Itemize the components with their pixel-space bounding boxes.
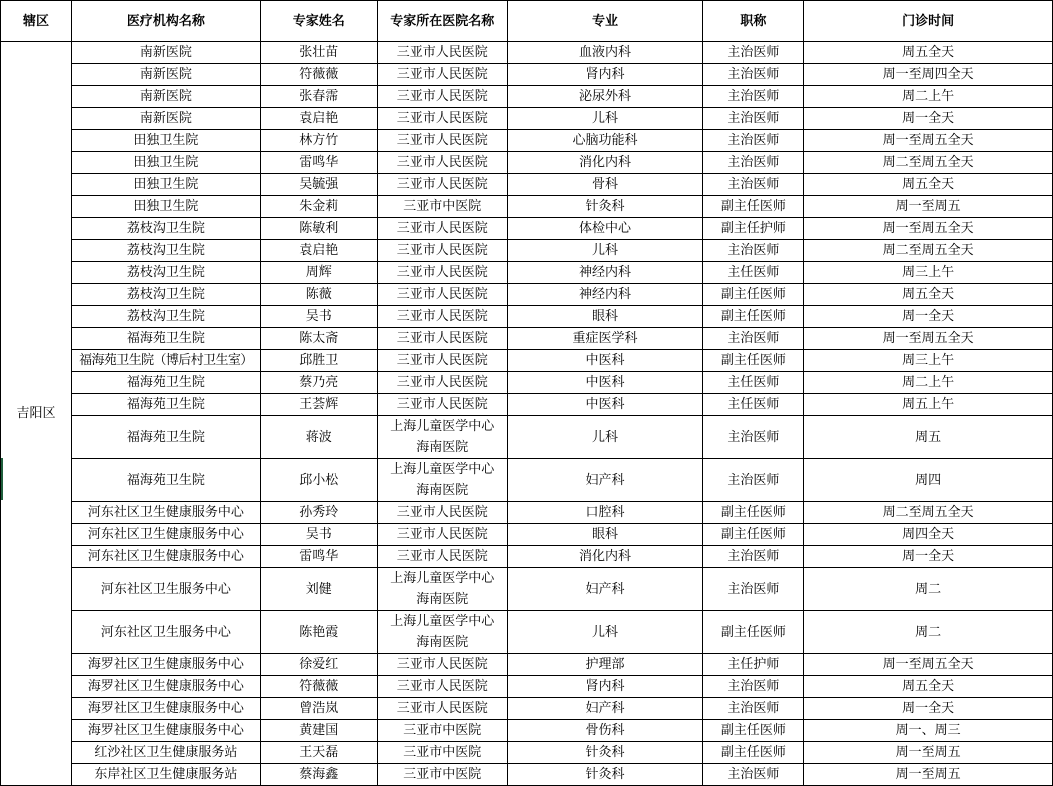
expert-name-cell: 王荟辉 bbox=[260, 394, 377, 416]
hospital-cell: 三亚市人民医院 bbox=[377, 546, 507, 568]
expert-name-cell: 张春霈 bbox=[260, 86, 377, 108]
table-row bbox=[1, 306, 1053, 328]
org-cell: 河东社区卫生健康服务中心 bbox=[71, 524, 260, 546]
clinic-time-cell: 周四全天 bbox=[804, 524, 1053, 546]
specialty-cell: 消化内科 bbox=[507, 152, 703, 174]
title-cell: 主治医师 bbox=[703, 174, 804, 196]
table-row bbox=[1, 546, 1053, 568]
clinic-time-cell: 周一至周五全天 bbox=[804, 130, 1053, 152]
hospital-cell: 三亚市人民医院 bbox=[377, 306, 507, 328]
table-row bbox=[1, 742, 1053, 764]
table-row bbox=[1, 174, 1053, 196]
expert-name-cell: 刘健 bbox=[260, 568, 377, 611]
clinic-time-cell: 周二至周五全天 bbox=[804, 240, 1053, 262]
clinic-time-cell: 周三上午 bbox=[804, 262, 1053, 284]
title-cell: 主治医师 bbox=[703, 86, 804, 108]
clinic-time-cell: 周一至周五 bbox=[804, 764, 1053, 786]
specialty-cell: 中医科 bbox=[507, 372, 703, 394]
title-cell: 副主任医师 bbox=[703, 524, 804, 546]
org-cell: 海罗社区卫生健康服务中心 bbox=[71, 720, 260, 742]
title-cell: 主任医师 bbox=[703, 372, 804, 394]
expert-name-cell: 陈艳霞 bbox=[260, 611, 377, 654]
table-row bbox=[1, 524, 1053, 546]
clinic-time-cell: 周二上午 bbox=[804, 372, 1053, 394]
hospital-line-1: 上海儿童医学中心 bbox=[390, 419, 495, 434]
table-row bbox=[1, 459, 1053, 502]
specialty-cell: 眼科 bbox=[507, 524, 703, 546]
title-cell: 主治医师 bbox=[703, 152, 804, 174]
expert-name-cell: 袁启艳 bbox=[260, 240, 377, 262]
title-cell: 副主任医师 bbox=[703, 502, 804, 524]
specialty-cell: 肾内科 bbox=[507, 676, 703, 698]
hospital-cell: 三亚市中医院 bbox=[377, 742, 507, 764]
title-cell: 副主任医师 bbox=[703, 350, 804, 372]
specialty-cell: 体检中心 bbox=[507, 218, 703, 240]
table-row bbox=[1, 130, 1053, 152]
header-row bbox=[1, 1, 1053, 42]
expert-name-cell: 徐爱红 bbox=[260, 654, 377, 676]
hospital-cell: 三亚市人民医院 bbox=[377, 64, 507, 86]
hospital-cell: 三亚市人民医院 bbox=[377, 86, 507, 108]
expert-name-cell: 符薇薇 bbox=[260, 676, 377, 698]
hospital-cell: 三亚市中医院 bbox=[377, 196, 507, 218]
clinic-time-cell: 周五全天 bbox=[804, 676, 1053, 698]
specialty-cell: 针灸科 bbox=[507, 764, 703, 786]
table-row bbox=[1, 394, 1053, 416]
org-cell: 荔枝沟卫生院 bbox=[71, 240, 260, 262]
title-cell: 主治医师 bbox=[703, 240, 804, 262]
title-cell: 主治医师 bbox=[703, 764, 804, 786]
org-cell: 荔枝沟卫生院 bbox=[71, 306, 260, 328]
table-row bbox=[1, 350, 1053, 372]
title-cell: 主治医师 bbox=[703, 416, 804, 459]
clinic-time-cell: 周一至周五全天 bbox=[804, 654, 1053, 676]
hospital-line-1: 上海儿童医学中心 bbox=[390, 571, 495, 586]
header-clinic-time: 门诊时间 bbox=[804, 1, 1053, 42]
specialty-cell: 血液内科 bbox=[507, 42, 703, 64]
org-cell: 福海苑卫生院 bbox=[71, 328, 260, 350]
specialty-cell: 儿科 bbox=[507, 416, 703, 459]
header-district: 辖区 bbox=[1, 1, 72, 42]
hospital-cell: 三亚市人民医院 bbox=[377, 42, 507, 64]
hospital-cell: 三亚市人民医院 bbox=[377, 262, 507, 284]
clinic-time-cell: 周一、周三 bbox=[804, 720, 1053, 742]
expert-name-cell: 陈太斋 bbox=[260, 328, 377, 350]
table-row bbox=[1, 372, 1053, 394]
clinic-time-cell: 周五上午 bbox=[804, 394, 1053, 416]
expert-name-cell: 袁启艳 bbox=[260, 108, 377, 130]
title-cell: 副主任医师 bbox=[703, 742, 804, 764]
specialty-cell: 口腔科 bbox=[507, 502, 703, 524]
table-row bbox=[1, 764, 1053, 786]
expert-name-cell: 吴书 bbox=[260, 306, 377, 328]
hospital-cell: 三亚市人民医院 bbox=[377, 372, 507, 394]
org-cell: 荔枝沟卫生院 bbox=[71, 284, 260, 306]
title-cell: 副主任医师 bbox=[703, 306, 804, 328]
title-cell: 主治医师 bbox=[703, 130, 804, 152]
expert-name-cell: 曾浩岚 bbox=[260, 698, 377, 720]
org-cell: 河东社区卫生健康服务中心 bbox=[71, 502, 260, 524]
title-cell: 主任医师 bbox=[703, 394, 804, 416]
hospital-cell: 三亚市人民医院 bbox=[377, 524, 507, 546]
header-expert-name: 专家姓名 bbox=[260, 1, 377, 42]
hospital-cell: 三亚市人民医院 bbox=[377, 284, 507, 306]
specialty-cell: 眼科 bbox=[507, 306, 703, 328]
header-hospital: 专家所在医院名称 bbox=[377, 1, 507, 42]
specialty-cell: 护理部 bbox=[507, 654, 703, 676]
specialty-cell: 神经内科 bbox=[507, 262, 703, 284]
table-body bbox=[1, 42, 1053, 786]
clinic-time-cell: 周五全天 bbox=[804, 42, 1053, 64]
expert-name-cell: 蒋波 bbox=[260, 416, 377, 459]
clinic-time-cell: 周五全天 bbox=[804, 284, 1053, 306]
org-cell: 红沙社区卫生健康服务站 bbox=[71, 742, 260, 764]
table-row bbox=[1, 152, 1053, 174]
expert-name-cell: 邱胜卫 bbox=[260, 350, 377, 372]
specialty-cell: 妇产科 bbox=[507, 698, 703, 720]
hospital-cell bbox=[377, 416, 507, 459]
hospital-cell: 三亚市人民医院 bbox=[377, 152, 507, 174]
clinic-time-cell: 周一全天 bbox=[804, 306, 1053, 328]
table-row bbox=[1, 611, 1053, 654]
expert-name-cell: 雷鸣华 bbox=[260, 546, 377, 568]
expert-name-cell: 陈薇 bbox=[260, 284, 377, 306]
hospital-cell: 三亚市人民医院 bbox=[377, 698, 507, 720]
specialty-cell: 重症医学科 bbox=[507, 328, 703, 350]
org-cell: 南新医院 bbox=[71, 108, 260, 130]
title-cell: 主治医师 bbox=[703, 328, 804, 350]
org-cell: 河东社区卫生服务中心 bbox=[71, 568, 260, 611]
org-cell: 荔枝沟卫生院 bbox=[71, 218, 260, 240]
table-row bbox=[1, 108, 1053, 130]
table-row bbox=[1, 262, 1053, 284]
title-cell: 主治医师 bbox=[703, 546, 804, 568]
clinic-time-cell: 周三上午 bbox=[804, 350, 1053, 372]
hospital-cell: 三亚市人民医院 bbox=[377, 328, 507, 350]
specialty-cell: 心脑功能科 bbox=[507, 130, 703, 152]
expert-name-cell: 林方竹 bbox=[260, 130, 377, 152]
hospital-line-1: 上海儿童医学中心 bbox=[390, 462, 495, 477]
clinic-time-cell: 周二上午 bbox=[804, 86, 1053, 108]
org-cell: 福海苑卫生院 bbox=[71, 416, 260, 459]
hospital-line-2: 海南医院 bbox=[416, 483, 469, 498]
title-cell: 主治医师 bbox=[703, 64, 804, 86]
expert-name-cell: 张壮苗 bbox=[260, 42, 377, 64]
expert-name-cell: 吴书 bbox=[260, 524, 377, 546]
hospital-cell: 三亚市人民医院 bbox=[377, 502, 507, 524]
org-cell: 海罗社区卫生健康服务中心 bbox=[71, 698, 260, 720]
expert-name-cell: 周辉 bbox=[260, 262, 377, 284]
org-cell: 福海苑卫生院 bbox=[71, 459, 260, 502]
hospital-cell: 三亚市人民医院 bbox=[377, 130, 507, 152]
table-row bbox=[1, 698, 1053, 720]
hospital-cell bbox=[377, 459, 507, 502]
hospital-cell: 三亚市人民医院 bbox=[377, 174, 507, 196]
specialty-cell: 儿科 bbox=[507, 240, 703, 262]
org-cell: 田独卫生院 bbox=[71, 174, 260, 196]
org-cell: 田独卫生院 bbox=[71, 152, 260, 174]
clinic-time-cell: 周四 bbox=[804, 459, 1053, 502]
title-cell: 主任医师 bbox=[703, 262, 804, 284]
hospital-cell: 三亚市人民医院 bbox=[377, 108, 507, 130]
expert-name-cell: 孙秀玲 bbox=[260, 502, 377, 524]
clinic-time-cell: 周一至周五 bbox=[804, 742, 1053, 764]
hospital-cell: 三亚市人民医院 bbox=[377, 218, 507, 240]
clinic-time-cell: 周五 bbox=[804, 416, 1053, 459]
org-cell: 南新医院 bbox=[71, 64, 260, 86]
org-cell: 海罗社区卫生健康服务中心 bbox=[71, 676, 260, 698]
specialty-cell: 妇产科 bbox=[507, 568, 703, 611]
title-cell: 主治医师 bbox=[703, 676, 804, 698]
specialty-cell: 针灸科 bbox=[507, 196, 703, 218]
hospital-cell bbox=[377, 568, 507, 611]
specialty-cell: 儿科 bbox=[507, 611, 703, 654]
title-cell: 主治医师 bbox=[703, 698, 804, 720]
table-row bbox=[1, 416, 1053, 459]
clinic-time-cell: 周一至周五 bbox=[804, 196, 1053, 218]
title-cell: 主治医师 bbox=[703, 568, 804, 611]
hospital-cell: 三亚市人民医院 bbox=[377, 654, 507, 676]
title-cell: 主任护师 bbox=[703, 654, 804, 676]
hospital-cell: 三亚市人民医院 bbox=[377, 240, 507, 262]
org-cell: 福海苑卫生院 bbox=[71, 372, 260, 394]
specialty-cell: 肾内科 bbox=[507, 64, 703, 86]
table-row bbox=[1, 568, 1053, 611]
org-cell: 福海苑卫生院（博后村卫生室） bbox=[71, 350, 260, 372]
clinic-time-cell: 周一至周五全天 bbox=[804, 218, 1053, 240]
expert-name-cell: 吴毓强 bbox=[260, 174, 377, 196]
org-cell: 东岸社区卫生健康服务站 bbox=[71, 764, 260, 786]
expert-name-cell: 朱金莉 bbox=[260, 196, 377, 218]
org-cell: 河东社区卫生服务中心 bbox=[71, 611, 260, 654]
title-cell: 副主任医师 bbox=[703, 720, 804, 742]
table-row bbox=[1, 676, 1053, 698]
title-cell: 主治医师 bbox=[703, 459, 804, 502]
header-specialty: 专业 bbox=[507, 1, 703, 42]
title-cell: 副主任医师 bbox=[703, 611, 804, 654]
expert-name-cell: 蔡海鑫 bbox=[260, 764, 377, 786]
hospital-cell bbox=[377, 611, 507, 654]
table-row bbox=[1, 328, 1053, 350]
hospital-line-2: 海南医院 bbox=[416, 635, 469, 650]
specialty-cell: 泌尿外科 bbox=[507, 86, 703, 108]
hospital-line-1: 上海儿童医学中心 bbox=[390, 614, 495, 629]
expert-name-cell: 黄建国 bbox=[260, 720, 377, 742]
clinic-time-cell: 周一全天 bbox=[804, 546, 1053, 568]
expert-name-cell: 雷鸣华 bbox=[260, 152, 377, 174]
expert-name-cell: 王天磊 bbox=[260, 742, 377, 764]
table-row bbox=[1, 284, 1053, 306]
district-cell: 吉阳区 bbox=[1, 42, 72, 786]
table-row bbox=[1, 720, 1053, 742]
specialty-cell: 儿科 bbox=[507, 108, 703, 130]
specialty-cell: 中医科 bbox=[507, 394, 703, 416]
title-cell: 副主任医师 bbox=[703, 284, 804, 306]
expert-name-cell: 符薇薇 bbox=[260, 64, 377, 86]
table-row bbox=[1, 502, 1053, 524]
org-cell: 南新医院 bbox=[71, 86, 260, 108]
clinic-time-cell: 周一全天 bbox=[804, 698, 1053, 720]
hospital-cell: 三亚市人民医院 bbox=[377, 394, 507, 416]
clinic-time-cell: 周一至周五全天 bbox=[804, 328, 1053, 350]
org-cell: 田独卫生院 bbox=[71, 130, 260, 152]
specialty-cell: 妇产科 bbox=[507, 459, 703, 502]
hospital-cell: 三亚市人民医院 bbox=[377, 350, 507, 372]
hospital-cell: 三亚市中医院 bbox=[377, 764, 507, 786]
hospital-line-2: 海南医院 bbox=[416, 440, 469, 455]
expert-name-cell: 邱小松 bbox=[260, 459, 377, 502]
expert-name-cell: 蔡乃亮 bbox=[260, 372, 377, 394]
hospital-cell: 三亚市中医院 bbox=[377, 720, 507, 742]
expert-name-cell: 陈敏利 bbox=[260, 218, 377, 240]
org-cell: 海罗社区卫生健康服务中心 bbox=[71, 654, 260, 676]
org-cell: 田独卫生院 bbox=[71, 196, 260, 218]
clinic-time-cell: 周五全天 bbox=[804, 174, 1053, 196]
title-cell: 副主任护师 bbox=[703, 218, 804, 240]
specialty-cell: 骨科 bbox=[507, 174, 703, 196]
clinic-time-cell: 周二至周五全天 bbox=[804, 502, 1053, 524]
table-row bbox=[1, 654, 1053, 676]
hospital-line-2: 海南医院 bbox=[416, 592, 469, 607]
specialty-cell: 消化内科 bbox=[507, 546, 703, 568]
org-cell: 荔枝沟卫生院 bbox=[71, 262, 260, 284]
specialty-cell: 骨伤科 bbox=[507, 720, 703, 742]
clinic-time-cell: 周一全天 bbox=[804, 108, 1053, 130]
org-cell: 南新医院 bbox=[71, 42, 260, 64]
clinic-time-cell: 周二 bbox=[804, 611, 1053, 654]
org-cell: 福海苑卫生院 bbox=[71, 394, 260, 416]
title-cell: 副主任医师 bbox=[703, 196, 804, 218]
table-row bbox=[1, 218, 1053, 240]
specialty-cell: 中医科 bbox=[507, 350, 703, 372]
title-cell: 主治医师 bbox=[703, 108, 804, 130]
clinic-time-cell: 周二至周五全天 bbox=[804, 152, 1053, 174]
table-row bbox=[1, 240, 1053, 262]
header-title: 职称 bbox=[703, 1, 804, 42]
title-cell: 主治医师 bbox=[703, 42, 804, 64]
specialty-cell: 神经内科 bbox=[507, 284, 703, 306]
org-cell: 河东社区卫生健康服务中心 bbox=[71, 546, 260, 568]
header-org: 医疗机构名称 bbox=[71, 1, 260, 42]
table-row bbox=[1, 42, 1053, 64]
clinic-time-cell: 周二 bbox=[804, 568, 1053, 611]
table-row bbox=[1, 64, 1053, 86]
hospital-cell: 三亚市人民医院 bbox=[377, 676, 507, 698]
table-row bbox=[1, 86, 1053, 108]
table-row bbox=[1, 196, 1053, 218]
clinic-time-cell: 周一至周四全天 bbox=[804, 64, 1053, 86]
specialty-cell: 针灸科 bbox=[507, 742, 703, 764]
